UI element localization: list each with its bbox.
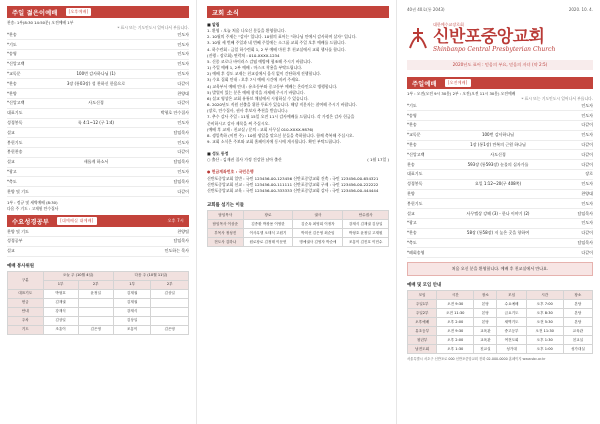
table-cell: 본당 <box>474 318 497 327</box>
news-item: 1. 환영 : 오늘 처음 나오신 분들을 환영합니다. <box>207 28 286 34</box>
order-row <box>7 30 189 40</box>
table-header: 담임목사 <box>208 211 244 220</box>
welcome-box: 처음 오신 분을 환영합니다. 예배 후 친교실에서 만나요. <box>407 262 593 276</box>
news-item: (예배 후 교제 : 친교실 / 문의 : 교회 사무실 010-XXXX-9876) <box>207 126 314 132</box>
order-label: *송영 <box>7 51 17 57</box>
table-row <box>208 229 389 238</box>
order-label: 설교 <box>7 129 15 135</box>
news-item: (진행 : 장로회) 연락처 : 010-XXXX-1234 <box>207 52 280 58</box>
order-leader: 다같이 <box>177 100 189 106</box>
table-cell: 전도사 김하나 <box>208 238 244 247</box>
order-row <box>407 160 593 170</box>
order-label: *광고 <box>7 168 17 174</box>
table-cell <box>78 307 113 316</box>
news-item: 4) 교육부서 예배 안내 : 유초등부와 중고등부 예배는 온라인으로 병행합니다. <box>207 83 338 89</box>
order-row <box>407 180 593 190</box>
news-item: 4. 하수련회 : 금일 하수련회 1, 2 부 예배 마친 후 친교실에서 교회 행사를 합니다. <box>207 46 346 52</box>
order-leader: 인도자 <box>177 119 189 125</box>
order-leader: 인도자 <box>581 220 593 226</box>
order-leader: 담임목사 <box>173 159 189 165</box>
table-cell: 조흥이 <box>113 325 151 334</box>
news-item: 9. 교회 소식은 주보와 교회 홈페이지에 동시에 게시됩니다. 확인 부탁드립니다. <box>207 138 341 144</box>
members-date: ( 1월 17일 ) <box>367 157 389 163</box>
order-content: 593장 (통593장) 눈물의 십자가를 <box>467 161 529 167</box>
order-leader: 인도하는 목사 <box>164 248 189 254</box>
table-row <box>408 318 593 327</box>
members-news <box>207 151 389 163</box>
table-cell: 김재권 <box>113 298 151 307</box>
news-item: 2. 10월의 주제는 "감사" 입니다. 10월의 표어는 "하나님 안에서 감사하며 살자" 입니다. <box>207 34 357 40</box>
table-cell: 김재권 <box>43 298 78 307</box>
church-name-ko: 신반포중앙교회 <box>433 26 545 47</box>
order-row <box>7 247 189 257</box>
section-title: 주일 젊은이예배 <box>12 9 58 17</box>
table-header: 장소 <box>474 291 497 300</box>
order-label: *신앙고백 <box>407 151 425 157</box>
order-label: 찬양 및 기도 <box>7 228 29 234</box>
order-leader: 인도자 <box>581 132 593 138</box>
order-label: *축도 <box>407 239 417 245</box>
order-row <box>7 109 189 119</box>
order-label: *신앙고백 <box>7 61 25 67</box>
table-header: 다음 주 (10월 11일) <box>113 271 188 280</box>
table-cell: 오전 9:30 <box>437 327 474 336</box>
order-leader: 다같이 <box>581 161 593 167</box>
offering-accounts <box>207 169 389 194</box>
table-cell <box>151 298 189 307</box>
order-leader: 담임목사 <box>173 238 189 244</box>
order-row <box>407 131 593 141</box>
order-row <box>407 150 593 160</box>
table-header: 오늘 주 (10월 4일) <box>43 271 113 280</box>
order-label: *찬양 <box>7 90 17 96</box>
table-cell: 담임목사 이상준 <box>208 220 244 229</box>
table-cell: 김은영 <box>151 325 189 334</box>
order-row <box>407 170 593 180</box>
order-row <box>407 229 593 239</box>
order-label: *신앙고백 <box>7 100 25 106</box>
order-leader: 인도자 <box>177 61 189 67</box>
order-row <box>7 168 189 178</box>
table-cell: 본당 <box>474 300 497 309</box>
panel-middle <box>200 0 397 424</box>
order-leader: 인도자 <box>177 70 189 76</box>
news-item: 5) 발열이 있는 분은 예배 참석을 자제해 주시기 바랍니다. <box>207 89 305 95</box>
table-row <box>408 345 593 354</box>
order-label: 설교 <box>407 210 415 216</box>
table-header: 모임 <box>408 291 437 300</box>
order-leader: 인도자 <box>177 168 189 174</box>
order-leader: 다같이 <box>581 122 593 128</box>
table-cell: 새벽기도 <box>497 318 526 327</box>
table-cell: 강재식 <box>43 307 78 316</box>
order-leader: 인도자 <box>581 112 593 118</box>
table-cell <box>151 316 189 325</box>
order-row <box>7 60 189 70</box>
order-label: *광고 <box>407 220 417 226</box>
table-row <box>208 238 389 247</box>
order-label: 봉헌기도 <box>407 200 423 206</box>
news-item: 신반포중앙교회 선교 : 국민 123456-00-111111 신반포중앙교회 구제 : 국민 123456-00-222222 <box>207 181 379 187</box>
order-row <box>7 119 189 129</box>
table-cell: 김상일 <box>43 316 78 325</box>
order-row <box>407 209 593 219</box>
table-cell: 이사무엘 오태식 고원기 <box>243 229 293 238</box>
issue-number: 40권 40호(통 2043) <box>407 7 445 12</box>
order-row <box>407 190 593 200</box>
table-row <box>8 289 189 298</box>
table-cell: 강재식 김재권 김상일 <box>343 220 389 229</box>
table-cell: 박형호 윤정일 고재원 <box>343 229 389 238</box>
section-header-evening-worship <box>7 6 189 18</box>
table-cell: 성가대실 <box>563 345 592 354</box>
order-content: 100번 감사하나님 <box>481 132 515 138</box>
table-header: 권사 <box>293 211 343 220</box>
table-header: 시간 <box>437 291 474 300</box>
table-cell: 친교실 <box>474 345 497 354</box>
order-row <box>407 199 593 209</box>
table-cell: 조흥이 <box>43 325 78 334</box>
section-tag: [오후예배] <box>66 8 92 16</box>
table-cell: 오전 11:30 <box>437 309 474 318</box>
news-item: 3. 10월 세 번째 주일과 네 번째 주일에는 소그룹 교회 주일 오후 예배를 드립니다. <box>207 40 346 46</box>
order-content: 룩 4:1~12 (구 1:4) <box>78 119 114 125</box>
table-cell: 조흥이 김진호 이민수 <box>343 238 389 247</box>
order-row <box>7 138 189 148</box>
table-row <box>408 336 593 345</box>
order-row <box>7 40 189 50</box>
order-label: *찬송 <box>407 230 417 236</box>
table-subheader: 1부 <box>43 280 78 289</box>
order-content: 1장 (통1장) 만복의 근원 하나님 <box>470 141 526 147</box>
table-row <box>8 298 189 307</box>
table-cell: 명예권사 김영자 박순애 <box>293 238 343 247</box>
order-row <box>407 141 593 151</box>
order-label: 대표기도 <box>407 171 423 177</box>
table-cell: 청년부 <box>408 336 437 345</box>
table-cell: 김종환 박창용 이영한 <box>243 220 293 229</box>
table-header-row <box>408 291 593 300</box>
news-item: 8. 생일축하 (이번 주) : 10월 생일을 맞으신 분들을 축하합니다. 함께 축복해 주십시오. <box>207 132 354 138</box>
year-motto: 2020년도 표어 : 믿음의 부요, 믿음의 자녀 (약 2:5) <box>407 60 593 70</box>
table-cell: 윤정일 <box>78 289 113 298</box>
order-label: 설교 <box>7 248 15 254</box>
section-tag: [오전예배] <box>445 79 471 87</box>
order-row <box>7 158 189 168</box>
order-leader: 장로 <box>585 171 593 177</box>
note-line: 다음 주 기도 : 고재원 안수집사 <box>7 205 59 211</box>
table-header: 구분 <box>8 271 44 289</box>
table-cell: 금요기도 <box>497 309 526 318</box>
table-row <box>8 316 189 325</box>
order-leader: 담임목사 <box>577 210 593 216</box>
news-item: 7. 추수 감사 주일 : 11월 15일 오전 11시 감사예배를 드립니다. 각 가정은 감사 헌금을 <box>207 114 355 120</box>
order-label: 성경봉독 <box>407 181 423 187</box>
table-cell: 부목사 정성진 <box>208 229 244 238</box>
wednesday-order <box>7 227 189 256</box>
table-cell: 주차 <box>8 316 44 325</box>
table-cell: 오후 7:00 <box>526 300 563 309</box>
order-label: *송영 <box>407 112 417 118</box>
service-meta: 1부 : 오전(오전 9시 30분) 2부 : 오전(오전 11시 30분) 오전예배 <box>407 91 516 96</box>
order-content: 58장 (통58장) 저 높은 곳을 향하여 <box>466 230 530 236</box>
order-label: *기도 <box>407 102 417 108</box>
order-leader: 다같이 <box>581 249 593 255</box>
news-item: 3) 수요 집회 안내 : 오후 7시 예배 시간에 지켜 주세요. <box>207 77 300 83</box>
order-content: 100번 감사하나님 (1) <box>76 70 116 76</box>
order-row <box>7 79 189 89</box>
table-header: 안수집사 <box>343 211 389 220</box>
table-cell: 본당 <box>474 309 497 318</box>
table-row <box>408 327 593 336</box>
table-cell: 주일1부 <box>408 300 437 309</box>
table-row <box>408 309 593 318</box>
order-label: *찬송 <box>7 31 17 37</box>
table-cell: 오전 11:30 <box>526 327 563 336</box>
table-row <box>408 300 593 309</box>
order-row <box>7 128 189 138</box>
table-cell: 친교실 <box>563 336 592 345</box>
news-item: 6) 설교 영상은 교회 유튜브 채널에서 시청하실 수 있습니다. <box>207 95 309 101</box>
table-cell <box>78 316 113 325</box>
order-leader: 담임목사 <box>173 178 189 184</box>
order-label: *폐회송영 <box>407 249 425 255</box>
order-leader: 찬양대 <box>581 190 593 196</box>
order-row <box>407 219 593 229</box>
table-cell: 강재식 <box>113 307 151 316</box>
order-leader: 다같이 <box>177 80 189 86</box>
members-line: ○ 출산 : 김재권 집사 가정 건강한 남아 출산 <box>207 157 282 163</box>
accounts-title: ● 헌금계좌번호 : 국민은행 <box>207 169 254 175</box>
order-row <box>7 227 189 237</box>
table-cell: 원로장로 김정태 이문헌 <box>243 238 293 247</box>
order-of-service <box>407 101 593 258</box>
members-title: ■ 성도 동정 <box>207 151 229 157</box>
order-label: *교독문 <box>407 132 421 138</box>
table-header: 장소 <box>563 291 592 300</box>
news-item: 1) 주일 예배 1, 2부 예배 : 마스크 착용을 부탁드립니다. <box>207 65 303 71</box>
table-cell: 김은영 <box>78 325 113 334</box>
news-item: (장로, 안수집사, 권사 후보자 추천을 받습니다.) <box>207 108 288 114</box>
church-name-en: Shinbanpo Central Presbyterian Church <box>433 45 556 53</box>
serve-title: 예배 봉사위원 <box>7 263 34 269</box>
meetings-title: 예배 및 모임 안내 <box>407 283 442 289</box>
section-tag: [대예배실 대예배] <box>57 217 96 225</box>
order-label: 성경공부 <box>7 238 23 244</box>
section-time: 오후 7시 <box>167 218 184 224</box>
order-leader: 다같이 <box>177 188 189 194</box>
table-row <box>8 325 189 334</box>
table-cell: 대표기도 <box>8 289 44 298</box>
order-row <box>7 50 189 60</box>
table-cell: 박미선 김은영 최순임 <box>293 229 343 238</box>
table-cell: 오후 1:30 <box>437 345 474 354</box>
standing-note: * 표시 또는 기도인도시 일어나서 부릅니다. <box>521 96 593 102</box>
standing-note: * 표시 또는 기도인도시 일어나서 부릅니다. <box>117 25 189 31</box>
order-leader: 인도자 <box>177 31 189 37</box>
issue-bar <box>407 7 593 13</box>
order-row <box>7 99 189 109</box>
note-line: 1부 : 정규 및 새벽예배 (8:30) <box>7 199 58 205</box>
order-content: 사도신경 <box>490 151 506 157</box>
table-cell: 오후 8:30 <box>526 309 563 318</box>
table-subheader: 2부 <box>78 280 113 289</box>
order-label: *축도 <box>7 178 17 184</box>
order-leader: 찬양대 <box>177 90 189 96</box>
table-cell: 교육관 <box>474 336 497 345</box>
staff-table <box>207 210 389 247</box>
table-header: 모임 <box>497 291 526 300</box>
section-title: 교회 소식 <box>212 9 240 17</box>
section-header-wednesday <box>7 215 189 227</box>
order-label: 찬양 및 기도 <box>7 188 29 194</box>
table-cell: 오전 5:30 <box>526 318 563 327</box>
order-leader: 인도자 <box>177 41 189 47</box>
order-row <box>7 148 189 158</box>
denomination: 대한예수교장로회 <box>433 21 464 27</box>
table-cell: 교육관 <box>563 327 592 336</box>
order-label: *찬송 <box>7 80 17 86</box>
order-leader: 담임목사 <box>577 239 593 245</box>
table-cell: 중고등부 <box>497 327 526 336</box>
news-list <box>207 22 389 145</box>
order-row <box>407 111 593 121</box>
order-row <box>7 177 189 187</box>
table-cell: 본당 <box>563 300 592 309</box>
order-leader: 인도자 <box>177 139 189 145</box>
staff-title: 교회를 섬기는 이들 <box>207 203 244 209</box>
order-label: 성경봉독 <box>7 119 23 125</box>
news-intro: ■ 알림 <box>207 22 220 27</box>
table-cell: 오후 1:30 <box>526 336 563 345</box>
order-label: 찬송 <box>407 161 415 167</box>
table-cell: 본당 <box>563 318 592 327</box>
order-leader: 다같이 <box>581 151 593 157</box>
meetings-table <box>407 290 593 354</box>
order-leader: 인도자 <box>177 51 189 57</box>
news-item: 6. 2020년도 직원 선출을 위한 투표가 있습니다. 해당 직분자는 참여해 주시기 바랍니다. <box>207 102 357 108</box>
table-cell: 주일2부 <box>408 309 437 318</box>
table-cell <box>151 307 189 316</box>
order-row <box>407 121 593 131</box>
order-leader: 인도자 <box>581 181 593 187</box>
section-header-sunday-worship <box>407 77 593 89</box>
order-content: 사무엘상 강해 (3) - 한나 이야기 (2) <box>466 210 530 216</box>
order-of-service <box>7 30 189 197</box>
table-cell: 오후 2:00 <box>437 336 474 345</box>
table-cell: 안내 <box>8 307 44 316</box>
order-leader: 박형호 안수집사 <box>160 110 189 116</box>
order-content: 요일 1:12~20(구 408쪽) <box>474 181 522 187</box>
table-header-row <box>208 211 389 220</box>
table-cell: 오후예배 <box>408 318 437 327</box>
order-label: 찬양 <box>407 190 415 196</box>
table-cell: 김상일 <box>151 289 189 298</box>
order-label: 설교 <box>7 159 15 165</box>
section-title: 수요성경공부 <box>12 218 50 226</box>
table-header: 장로 <box>243 211 293 220</box>
table-cell: 여전도회 <box>497 336 526 345</box>
table-cell: 남전도회 <box>408 345 437 354</box>
table-cell: 교육관 <box>474 327 497 336</box>
table-cell: 기도 <box>8 325 44 334</box>
table-cell: 오후 2:00 <box>437 318 474 327</box>
footer-address: 서울특별시 서초구 신반포로 000 신반포중앙교회 전화 02-000-0000 홈페이지 www.sbc.or.kr <box>407 357 546 362</box>
news-item: 준비하시고 감사 제목을 써 주십시오. <box>207 120 270 126</box>
table-cell: 본당 <box>563 309 592 318</box>
order-row <box>407 239 593 249</box>
table-cell: 수요예배 <box>497 300 526 309</box>
cross-logo-icon <box>407 24 429 50</box>
order-label: *찬송 <box>407 122 417 128</box>
order-content: 사도신경 <box>88 100 104 106</box>
table-subheader: 1부 <box>113 280 151 289</box>
section-title: 주일예배 <box>412 80 437 88</box>
order-leader: 다같이 <box>581 141 593 147</box>
order-label: 대표기도 <box>7 110 23 116</box>
notes <box>7 200 189 211</box>
order-row <box>407 101 593 111</box>
order-label: 봉헌기도 <box>7 139 23 145</box>
serve-table <box>7 271 189 335</box>
order-row <box>7 237 189 247</box>
table-cell: 김재권 <box>113 289 151 298</box>
news-item: 신반포중앙교회 일반 : 국민 123456-00-123456 신반포중앙교회 건축 : 국민 123456-00-654321 <box>207 175 379 181</box>
news-item: 5. 신종 코로나 바이러스 감염 예방에 협조해 주시기 바랍니다. <box>207 58 313 64</box>
order-label: *기도 <box>7 41 17 47</box>
news-item: 2) 예배 후 성도 교제는 친교실에서 음식 없이 간단하게 진행합니다. <box>207 71 322 77</box>
order-leader: 인도자 <box>581 200 593 206</box>
order-leader: 찬양팀 <box>177 228 189 234</box>
order-label: 봉헌찬송 <box>7 149 23 155</box>
table-cell: 김순옥 최영희 이정자 <box>293 220 343 229</box>
table-header: 시간 <box>526 291 563 300</box>
table-cell: 오전 9:30 <box>437 300 474 309</box>
table-cell: 헌금 <box>8 298 44 307</box>
table-row <box>8 307 189 316</box>
table-cell: 박형호 <box>43 289 78 298</box>
order-content: 3장 (통03장) 성 찬하신 한몸으로 <box>66 80 126 86</box>
order-leader: 인도자 <box>581 102 593 108</box>
table-row <box>208 220 389 229</box>
church-logo <box>407 19 593 55</box>
table-cell: 오후 1:00 <box>526 345 563 354</box>
order-row <box>7 89 189 99</box>
service-meta: 찬송: 1부(8:30 14:50분) 오전예배 1부 <box>7 20 74 25</box>
order-leader: 다같이 <box>581 230 593 236</box>
order-label: *교독문 <box>7 70 21 76</box>
order-label: *찬송 <box>407 141 417 147</box>
order-row <box>7 70 189 80</box>
table-cell: 성가대 <box>497 345 526 354</box>
panel-right <box>400 0 600 424</box>
order-leader: 담임목사 <box>173 129 189 135</box>
issue-date: 2020. 10. 4. <box>568 7 593 12</box>
order-row <box>407 248 593 258</box>
order-row <box>7 187 189 197</box>
panel-left <box>0 0 197 424</box>
order-leader: 다같이 <box>177 149 189 155</box>
section-header-church-news <box>207 6 389 18</box>
table-cell: 김상일 <box>113 316 151 325</box>
table-cell <box>78 298 113 307</box>
order-content: 새롭게 하소서 <box>83 159 109 165</box>
table-cell: 유초등부 <box>408 327 437 336</box>
table-subheader: 2부 <box>151 280 189 289</box>
news-item: 신반포중앙교회 교육 : 국민 123456-00-333333 신반포중앙교회 감사 : 국민 123456-00-444444 <box>207 187 379 193</box>
